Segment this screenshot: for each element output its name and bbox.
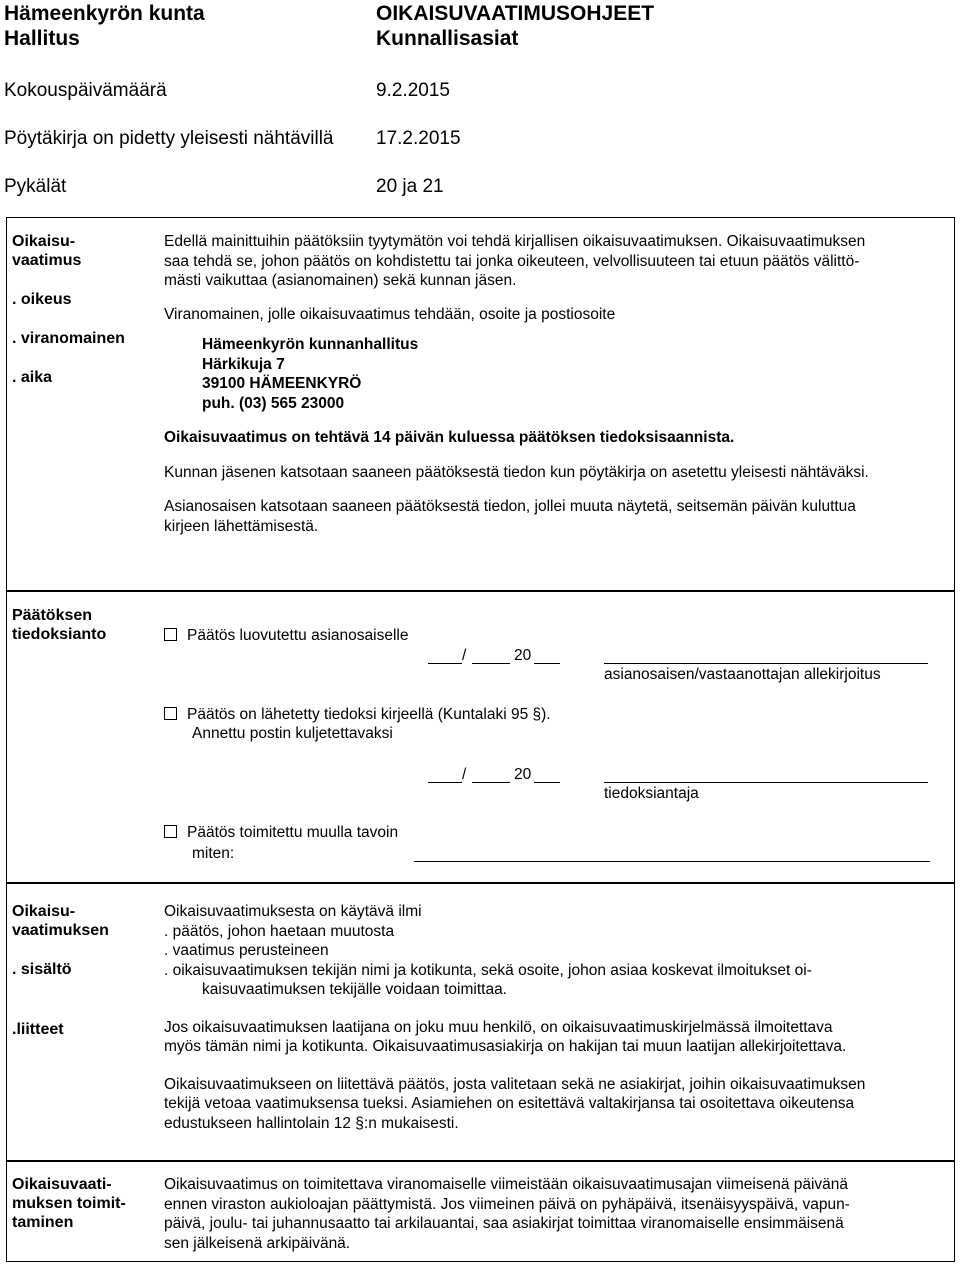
text-line: sen jälkeisenä arkipäivänä. — [164, 1234, 351, 1252]
list-item: . oikaisuvaatimuksen tekijän nimi ja kotikunta, sekä osoite, johon asiaa koskevat ilmoitukset oi- — [164, 961, 812, 979]
option-label: Päätös toimitettu muulla tavoin — [187, 824, 399, 841]
posted-label: Pöytäkirja on pidetty yleisesti nähtävillä — [4, 128, 334, 149]
signature-caption: asianosaisen/vastaanottajan allekirjoitus — [604, 666, 881, 683]
label-line: taminen — [12, 1214, 74, 1231]
label-line: muksen toimit- — [12, 1195, 126, 1212]
address-line: Hämeenkyrön kunnanhallitus — [202, 336, 419, 353]
box1-labels — [12, 232, 125, 387]
option-sub-label: miten: — [192, 845, 235, 862]
option-other — [164, 823, 398, 843]
day-line — [428, 663, 462, 664]
label-line: vaatimuksen — [12, 922, 109, 939]
method-line — [414, 861, 930, 862]
text-line: mästi vaikuttaa (asianomainen) sekä kunnan jäsen. — [164, 272, 517, 289]
label-line: vaatimus — [12, 252, 82, 269]
text-line: tekijä vetoaa vaatimuksensa tueksi. Asiamiehen on esitettävä valtakirjansa tai osoitettava oikeutensa — [164, 1095, 855, 1112]
label-line: . sisältö — [12, 961, 72, 978]
year-line — [534, 782, 560, 783]
address-line: 39100 HÄMEENKYRÖ — [202, 375, 362, 392]
member-note: Kunnan jäsenen katsotaan saaneen päätöksestä tiedon kun pöytäkirja on asetettu yleisesti nähtäväksi. — [164, 463, 869, 481]
text-line: Edellä mainittuihin päätöksiin tyytymätön voi tehdä kirjallisen oikaisuvaatimuksen. Oikaisuvaatimuksen — [164, 233, 866, 250]
doc-subtitle: Kunnallisasiat — [376, 27, 519, 50]
label-line: Oikaisu- — [12, 903, 76, 920]
box3-labels — [12, 902, 109, 1039]
box4-labels — [12, 1175, 126, 1232]
date-slash: / — [462, 766, 467, 783]
authority-intro: Viranomainen, jolle oikaisuvaatimus tehdään, osoite ja postiosoite — [164, 305, 616, 323]
posted-date: 17.2.2015 — [376, 128, 461, 149]
text-line: myös tämän nimi ja kotikunta. Oikaisuvaatimusasiakirja on hakijan tai muun laatijan allekirjoitettava. — [164, 1038, 847, 1055]
checkbox-icon[interactable] — [164, 628, 177, 641]
list-item-cont: kaisuvaatimuksen tekijälle voidaan toimittaa. — [202, 981, 507, 998]
checkbox-icon[interactable] — [164, 707, 177, 720]
option-sub-label: Annettu postin kuljetettavaksi — [192, 725, 393, 742]
month-line — [472, 663, 510, 664]
doc-title: OIKAISUVAATIMUSOHJEET — [376, 2, 655, 25]
signature-line — [604, 663, 928, 664]
notification-box — [6, 591, 955, 883]
option-handed-over — [164, 626, 408, 646]
text-line: Oikaisuvaatimukseen on liitettävä päätös, josta valitetaan sekä ne asiakirjat, joihin oikaisuvaatimuksen — [164, 1075, 866, 1093]
authority-address — [202, 335, 869, 413]
org-name: Hämeenkyrön kunta — [4, 2, 205, 25]
address-line: Härkikuja 7 — [202, 355, 285, 373]
text-line: saa tehdä se, johon päätös on kohdistettu tai jonka oikeuteen, velvollisuuteen tai etuun päätös välittö- — [164, 252, 860, 270]
box2-labels — [12, 606, 106, 644]
sections-value: 20 ja 21 — [376, 176, 444, 197]
label-line: .liitteet — [12, 1021, 64, 1038]
month-line — [472, 782, 510, 783]
box3-content — [164, 902, 865, 1133]
label-line: . viranomainen — [12, 330, 125, 347]
party-note: Asianosaisen katsotaan saaneen päätöksestä tiedon, jollei muuta näytetä, seitsemän päivän kuluttua — [164, 498, 856, 515]
text-line: edustukseen hallintolain 12 §:n mukaisesti. — [164, 1114, 459, 1132]
checkbox-icon[interactable] — [164, 825, 177, 838]
party-note: kirjeen lähettämisestä. — [164, 517, 319, 535]
sections-label: Pykälät — [4, 176, 67, 197]
label-line: Oikaisu- — [12, 233, 76, 250]
meeting-label: Kokouspäivämäärä — [4, 80, 167, 101]
option-label: Päätös on lähetetty tiedoksi kirjeellä (Kuntalaki 95 §). — [187, 706, 551, 723]
address-line: puh. (03) 565 23000 — [202, 394, 345, 412]
deadline-text: Oikaisuvaatimus on tehtävä 14 päivän kuluessa päätöksen tiedoksisaannista. — [164, 429, 735, 446]
label-line: Päätöksen — [12, 607, 93, 624]
body-name: Hallitus — [4, 27, 80, 50]
signature-caption: tiedoksiantaja — [604, 785, 699, 802]
text-line: Oikaisuvaatimuksesta on käytävä ilmi — [164, 903, 422, 920]
year-line — [534, 663, 560, 664]
label-line: Oikaisuvaati- — [12, 1176, 112, 1193]
signature-line — [604, 782, 928, 783]
year-prefix: 20 — [514, 647, 532, 664]
text-line: ennen viraston aukioloajan päättymistä. Jos viimeinen päivä on pyhäpäivä, itsenäisyyspäivä, vapun- — [164, 1195, 850, 1213]
box4-content — [164, 1175, 850, 1253]
year-prefix: 20 — [514, 766, 532, 783]
date-slash: / — [462, 647, 467, 664]
day-line — [428, 782, 462, 783]
label-line: . aika — [12, 369, 53, 386]
meeting-date: 9.2.2015 — [376, 80, 450, 101]
label-line: . oikeus — [12, 291, 72, 308]
box1-content — [164, 232, 869, 536]
list-item: . päätös, johon haetaan muutosta — [164, 922, 395, 940]
text-line: päivä, joulu- tai juhannusaatto tai arkilauantai, saa asiakirjat toimittaa viranomaiselle ensimmäisenä — [164, 1215, 844, 1232]
list-item: . vaatimus perusteineen — [164, 942, 329, 959]
text-line: Oikaisuvaatimus on toimitettava viranomaiselle viimeistään oikaisuvaatimusajan viimeisenä päivänä — [164, 1176, 849, 1193]
text-line: Jos oikaisuvaatimuksen laatijana on joku muu henkilö, on oikaisuvaatimuskirjelmässä ilmoitettava — [164, 1018, 833, 1036]
label-line: tiedoksianto — [12, 626, 107, 643]
option-letter — [164, 705, 551, 725]
option-label: Päätös luovutettu asianosaiselle — [187, 627, 409, 644]
